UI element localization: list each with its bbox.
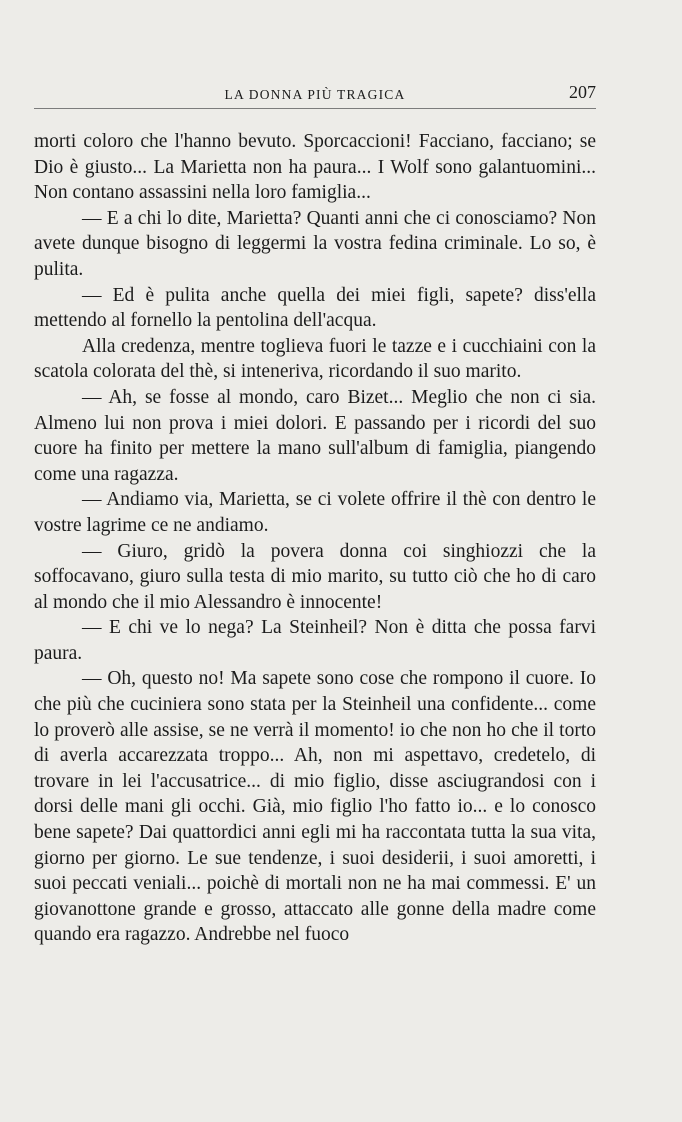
paragraph: — Ah, se fosse al mondo, caro Bizet... Meglio che non ci sia. Almeno lui non prova i miei dolori. E passando per i ricordi del suo cuore ha finito per mettere la mano sull'album di famiglia, piangendo come una ragazza.	[34, 386, 596, 485]
running-header	[34, 84, 596, 109]
page-number: 207	[569, 82, 596, 102]
paragraph: Alla credenza, mentre toglieva fuori le tazze e i cucchiaini con la scatola colorata del thè, si inteneriva, ricordando il suo marito.	[34, 335, 596, 383]
paragraph: — Ed è pulita anche quella dei miei figli, sapete? diss'ella mettendo al fornello la pentolina dell'acqua.	[34, 284, 596, 332]
body-text	[34, 129, 596, 948]
paragraph: — Giuro, gridò la povera donna coi singhiozzi che la soffocavano, giuro sulla testa di mio marito, su tutto ciò che ho di caro al mondo che il mio Alessandro è innocente!	[34, 540, 596, 613]
paragraph: — Andiamo via, Marietta, se ci volete offrire il thè con dentro le vostre lagrime ce ne andiamo.	[34, 489, 596, 536]
paragraph: — E a chi lo dite, Marietta? Quanti anni che ci conosciamo? Non avete dunque bisogno di leggermi la vostra fedina criminale. Lo so, è pulita.	[34, 207, 596, 280]
running-title: LA DONNA PIÙ TRAGICA	[224, 87, 406, 102]
paragraph: — E chi ve lo nega? La Steinheil? Non è ditta che possa farvi paura.	[34, 617, 596, 664]
paragraph: — Oh, questo no! Ma sapete sono cose che rompono il cuore. Io che più che cuciniera sono stata per la Steinheil una confidente... come lo proverò alle assise, se ne verrà il momento! io che non ho che il torto di averla accarezzata troppo... Ah, non mi aspettavo, credetelo, di trovare in lei l'accusatrice... di mio figlio, disse asciugrandosi con i dorsi delle mani gli occhi. Già, mio figlio l'ho fatto io... e lo conosco bene sapete? Dai quattordici anni egli mi ha raccontata tutta la sua vita, giorno per giorno. Le sue tendenze, i suoi desiderii, i suoi amoretti, i suoi peccati veniali... poichè di mortali non ne ha mai commessi. E' un giovanottone grande e grosso, attaccato alle gonne della madre come quando era ragazzo. Andrebbe nel fuoco	[34, 668, 596, 946]
paragraph: morti coloro che l'hanno bevuto. Sporcaccioni! Facciano, facciano; se Dio è giusto... La Marietta non ha paura... I Wolf sono galantuomini... Non contano assassini nella loro famiglia...	[34, 131, 596, 204]
